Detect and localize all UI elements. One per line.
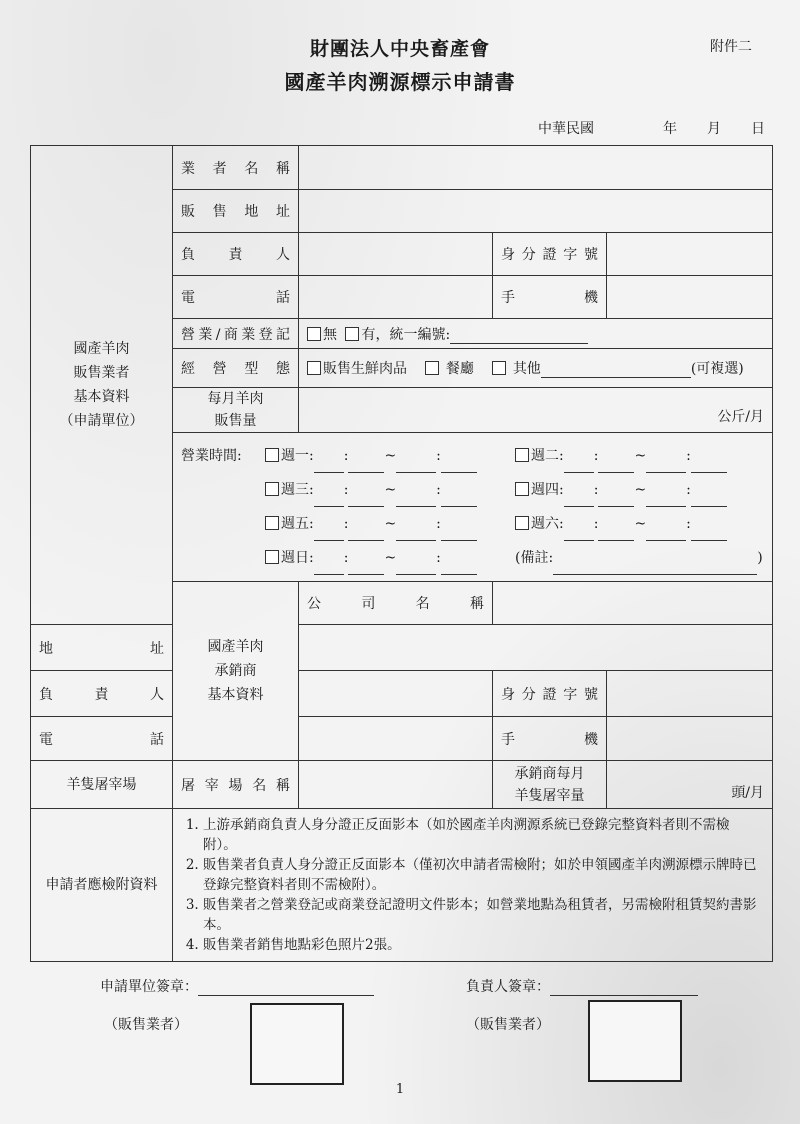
day-sat[interactable]: 週六: : ~ :	[515, 507, 727, 541]
application-form-table	[30, 145, 773, 962]
applicant-signature-label: 申請單位簽章：	[100, 976, 374, 996]
date-year: 年	[663, 121, 677, 137]
document-item: 4. 販售業者銷售地點彩色照片2張。	[203, 935, 762, 955]
page-number: 1	[395, 1082, 405, 1097]
type-fresh-label: 販售生鮮肉品	[323, 361, 407, 377]
documents-list-cell	[173, 809, 773, 962]
slaughter-monthly-field[interactable]	[607, 761, 773, 809]
applicant-signature-line[interactable]	[198, 981, 374, 996]
reg-yes-label: 有，統一編號:	[361, 326, 451, 343]
day-mon[interactable]: 週一: : ~ :	[265, 439, 477, 473]
slaughter-monthly-label: 承銷商每月 羊隻屠宰量	[493, 761, 607, 809]
reg-none-checkbox[interactable]	[307, 327, 321, 341]
date-month: 月	[707, 121, 721, 137]
distributor-section-label: 國產羊肉 承銷商 基本資料	[173, 582, 299, 761]
form-title: 國產羊肉溯源標示申請書	[284, 70, 516, 94]
business-type-field	[299, 349, 773, 388]
slaughter-unit: 頭/月	[731, 785, 765, 801]
document-item: 2. 販售業者負責人身分證正反面影本（僅初次申請者需檢附；如於申領國產羊肉溯源標示牌時已登錄完整資料者則不需檢附）。	[203, 855, 762, 895]
responsible-note: （販售業者）	[466, 1017, 550, 1033]
company-name-label: 公司名稱	[299, 582, 493, 625]
registration-field	[299, 319, 773, 349]
distributor-address-field[interactable]	[299, 625, 773, 671]
hours-row-3	[181, 507, 764, 541]
day-tue[interactable]: 週二: : ~ :	[515, 439, 727, 473]
type-other-checkbox[interactable]	[492, 361, 506, 375]
applicant-note: （販售業者）	[104, 1017, 188, 1033]
distributor-phone-label: 電話	[31, 717, 173, 761]
type-other-line[interactable]	[541, 363, 691, 378]
type-restaurant-checkbox[interactable]	[425, 361, 439, 375]
type-restaurant-label: 餐廳	[445, 361, 474, 377]
day-thu[interactable]: 週四: : ~ :	[515, 473, 727, 507]
day-sun[interactable]: 週日: : ~ :	[265, 541, 477, 575]
slaughter-name-field[interactable]	[299, 761, 493, 809]
distributor-mobile-label: 手機	[493, 717, 607, 761]
business-hours-cell	[173, 433, 773, 582]
type-multi-note: (可複選)	[690, 361, 744, 377]
seller-section-label: 國產羊肉 販售業者 基本資料 （申請單位）	[31, 146, 173, 625]
slaughter-name-label: 屠宰場名稱	[173, 761, 299, 809]
seller-mobile-label: 手機	[493, 276, 607, 319]
document-item: 1. 上游承銷商負責人身分證正反面影本（如於國產羊肉溯源系統已登錄完整資料者則不需檢附）。	[203, 815, 762, 855]
document-item: 3. 販售業者之營業登記或商業登記證明文件影本；如營業地點為租賃者，另需檢附租賃契約書影本。	[203, 895, 762, 935]
slaughter-section-label: 羊隻屠宰場	[31, 761, 173, 809]
day-fri[interactable]: 週五: : ~ :	[265, 507, 477, 541]
seller-responsible-label: 負責人	[173, 233, 299, 276]
seller-phone-field[interactable]	[299, 276, 493, 319]
documents-section-label: 申請者應檢附資料	[31, 809, 173, 962]
seller-mobile-field[interactable]	[607, 276, 773, 319]
applicant-seal-box[interactable]	[250, 1003, 344, 1085]
seller-phone-label: 電話	[173, 276, 299, 319]
responsible-signature-label: 負責人簽章：	[466, 976, 698, 996]
monthly-volume-label: 每月羊肉 販售量	[173, 388, 299, 433]
date-era: 中華民國	[538, 121, 594, 137]
sales-address-field[interactable]	[299, 190, 773, 233]
distributor-responsible-label: 負責人	[31, 671, 173, 717]
seller-id-field[interactable]	[607, 233, 773, 276]
date-day: 日	[751, 121, 765, 137]
distributor-id-field[interactable]	[607, 671, 773, 717]
type-other-label: 其他	[512, 361, 541, 377]
responsible-signature-line[interactable]	[550, 981, 698, 996]
date-line	[538, 118, 780, 138]
distributor-address-label: 地址	[31, 625, 173, 671]
reg-none-label: 無	[323, 326, 337, 343]
day-wed[interactable]: 週三: : ~ :	[265, 473, 477, 507]
distributor-id-label: 身分證字號	[493, 671, 607, 717]
seller-responsible-field[interactable]	[299, 233, 493, 276]
reg-yes-checkbox[interactable]	[345, 327, 359, 341]
distributor-mobile-field[interactable]	[607, 717, 773, 761]
hours-row-2	[181, 473, 764, 507]
hours-row-4	[181, 541, 764, 575]
business-name-label: 業者名稱	[173, 146, 299, 190]
documents-list	[183, 815, 762, 955]
unified-number-line[interactable]	[450, 329, 588, 344]
org-title: 財團法人中央畜產會	[309, 38, 490, 60]
distributor-phone-field[interactable]	[299, 717, 493, 761]
seller-id-label: 身分證字號	[493, 233, 607, 276]
business-type-label: 經營型態	[173, 349, 299, 388]
monthly-volume-unit: 公斤/月	[717, 409, 765, 425]
responsible-seal-box[interactable]	[588, 1000, 682, 1082]
hours-label: 營業時間:	[181, 448, 242, 464]
sales-address-label: 販售地址	[173, 190, 299, 233]
type-fresh-checkbox[interactable]	[307, 361, 321, 375]
registration-label: 營業/商業登記	[173, 319, 299, 349]
hours-row-1	[181, 439, 764, 473]
attachment-label: 附件二	[710, 39, 752, 55]
distributor-responsible-field[interactable]	[299, 671, 493, 717]
monthly-volume-field[interactable]	[299, 388, 773, 433]
business-name-field[interactable]	[299, 146, 773, 190]
remark[interactable]: (備註: )	[515, 541, 763, 575]
company-name-field[interactable]	[493, 582, 773, 625]
